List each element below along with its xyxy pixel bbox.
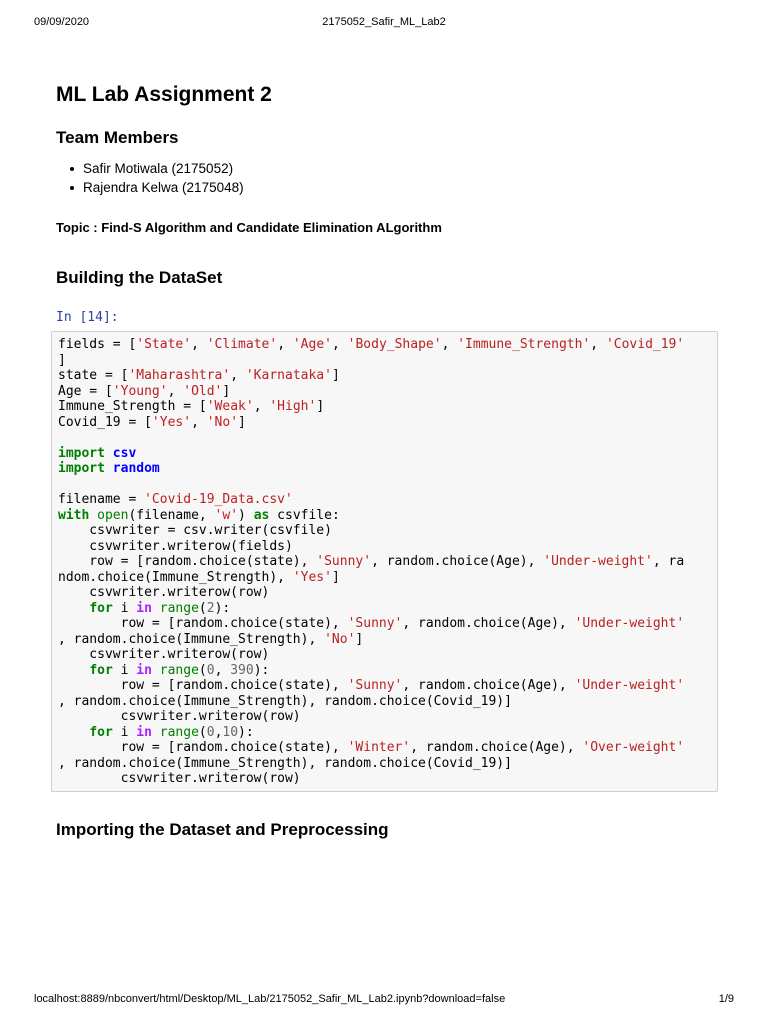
- code-token: row = [random.choice(state),: [58, 740, 348, 755]
- code-token: ]: [238, 414, 246, 430]
- code-token: ):: [238, 724, 254, 740]
- code-token: Age = [: [58, 383, 113, 399]
- code-line: [58, 632, 363, 647]
- code-token: 'Sunny': [316, 554, 372, 569]
- code-line: [58, 508, 340, 523]
- code-token: 'Sunny': [347, 616, 403, 631]
- code-token: ]: [355, 631, 364, 647]
- team-members-heading: Team Members: [56, 128, 179, 147]
- team-member-item: Rajendra Kelwa (2175048): [56, 178, 244, 197]
- code-token: csvwriter.writerow(fields): [58, 538, 293, 554]
- code-token: , random.choice(Age),: [402, 616, 575, 631]
- code-line: [58, 539, 293, 554]
- code-token: i: [112, 662, 137, 678]
- code-token: 'Maharashtra': [128, 368, 231, 383]
- code-token: ]: [316, 399, 325, 414]
- code-token: [152, 663, 160, 678]
- code-token: 'Body_Shape': [347, 337, 442, 352]
- code-token: 'Old': [183, 383, 223, 399]
- code-line: [58, 725, 254, 740]
- code-line: [58, 384, 230, 399]
- page-header-title: 2175052_Safir_ML_Lab2: [322, 16, 446, 28]
- code-token: as: [253, 507, 270, 523]
- code-token: csvwriter.writerow(row): [58, 709, 301, 724]
- code-token: import: [58, 445, 105, 461]
- code-line: [58, 399, 324, 414]
- code-token: ,: [167, 383, 184, 399]
- code-token: import: [58, 461, 105, 476]
- code-token: 0: [206, 662, 215, 678]
- code-token: 'Covid_19': [605, 337, 685, 352]
- section-heading-importing-dataset: Importing the Dataset and Preprocessing: [56, 820, 389, 839]
- team-member-item: Safir Motiwala (2175052): [56, 159, 244, 178]
- code-token: 'Young': [112, 383, 168, 399]
- code-token: ,: [441, 337, 458, 352]
- code-token: 'Over-weight': [582, 740, 685, 755]
- code-token: ]: [58, 352, 66, 368]
- code-token: , random.choice(Age),: [402, 678, 575, 693]
- code-token: ]: [222, 383, 231, 399]
- code-line: [58, 616, 684, 631]
- code-token: row = [random.choice(state),: [58, 554, 317, 569]
- code-line: [58, 601, 230, 616]
- code-input[interactable]: [58, 337, 684, 787]
- code-token: , random.choice(Immune_Strength), random.choice(Covid_19)]: [58, 693, 512, 709]
- code-token: ,: [331, 337, 348, 352]
- code-token: 10: [222, 724, 239, 740]
- code-token: row = [random.choice(state),: [58, 616, 348, 631]
- code-token: row = [random.choice(state),: [58, 678, 348, 693]
- code-token: ): [238, 507, 254, 523]
- code-line: [58, 523, 332, 538]
- code-token: 'State': [136, 337, 192, 352]
- code-token: range: [159, 724, 199, 740]
- code-token: i: [112, 724, 137, 740]
- code-token: , ra: [652, 554, 685, 569]
- code-token: i: [112, 600, 137, 616]
- page-footer-url: localhost:8889/nbconvert/html/Desktop/ML_Lab/2175052_Safir_ML_Lab2.ipynb?download=false: [34, 993, 506, 1005]
- code-token: random: [112, 461, 160, 476]
- code-line: [58, 492, 293, 507]
- code-token: 'Karnataka': [245, 368, 332, 383]
- code-token: Covid_19 = [: [58, 414, 152, 430]
- code-token: ,: [253, 399, 270, 414]
- code-token: 'High': [269, 399, 317, 414]
- code-token: [105, 461, 113, 476]
- code-token: 'Immune_Strength': [457, 337, 591, 352]
- code-line: [58, 415, 246, 430]
- code-token: csvwriter.writerow(row): [58, 585, 270, 600]
- code-token: csvfile:: [269, 507, 340, 523]
- code-token: , random.choice(Age),: [371, 554, 544, 569]
- code-line: [58, 461, 160, 476]
- code-token: , random.choice(Age),: [410, 740, 583, 755]
- code-token: open: [97, 507, 129, 523]
- code-token: (: [198, 662, 207, 678]
- document-title: ML Lab Assignment 2: [56, 83, 272, 106]
- code-token: for: [89, 662, 113, 678]
- code-line: [58, 740, 684, 755]
- code-cell[interactable]: [51, 331, 718, 792]
- code-token: [89, 508, 97, 523]
- code-line: [58, 368, 340, 383]
- code-token: 'w': [214, 507, 239, 523]
- code-token: 'Under-weight': [543, 554, 653, 569]
- code-line: [58, 678, 684, 693]
- code-line: [58, 554, 684, 569]
- code-token: Immune_Strength = [: [58, 399, 207, 414]
- code-token: for: [89, 724, 113, 740]
- code-token: 390: [230, 662, 254, 678]
- code-token: in: [136, 662, 152, 678]
- code-token: [152, 725, 160, 740]
- code-line: [58, 585, 269, 600]
- code-token: 'No': [324, 631, 356, 647]
- code-token: [58, 663, 89, 678]
- code-token: 'No': [206, 414, 239, 430]
- code-token: 'Sunny': [347, 678, 403, 693]
- code-line: [58, 353, 66, 368]
- topic-line: Topic : Find-S Algorithm and Candidate Elimination ALgorithm: [56, 220, 442, 235]
- code-token: for: [89, 600, 113, 616]
- code-token: csvwriter.writerow(row): [58, 771, 301, 786]
- code-token: ,: [214, 662, 231, 678]
- code-token: [105, 446, 113, 461]
- code-token: 2: [206, 600, 215, 616]
- code-line: [58, 756, 512, 771]
- code-line: [58, 647, 269, 662]
- code-token: ,: [590, 337, 606, 352]
- code-line: [58, 663, 269, 678]
- code-token: 'Weak': [206, 399, 254, 414]
- cell-input-prompt: In [14]:: [56, 310, 119, 325]
- code-token: ,: [214, 724, 223, 740]
- code-token: 'Under-weight': [574, 678, 685, 693]
- code-token: ]: [331, 368, 340, 383]
- code-token: , random.choice(Immune_Strength),: [58, 631, 325, 647]
- code-token: csvwriter.writerow(row): [58, 647, 270, 662]
- code-token: 'Climate': [206, 337, 278, 352]
- code-token: csv: [112, 445, 137, 461]
- section-heading-building-dataset: Building the DataSet: [56, 268, 223, 287]
- code-token: (: [198, 600, 207, 616]
- code-token: [152, 601, 160, 616]
- code-token: range: [159, 662, 199, 678]
- code-line: [58, 694, 512, 709]
- code-token: in: [136, 724, 152, 740]
- code-token: filename =: [58, 492, 145, 507]
- code-token: ,: [191, 414, 207, 430]
- code-token: [58, 601, 89, 616]
- code-token: 0: [206, 724, 215, 740]
- code-token: ):: [214, 600, 231, 616]
- code-token: range: [159, 600, 199, 616]
- page-footer-page-number: 1/9: [718, 993, 734, 1005]
- code-token: , random.choice(Immune_Strength), random.choice(Covid_19)]: [58, 755, 512, 771]
- code-token: (filename,: [128, 507, 215, 523]
- code-token: ,: [230, 368, 246, 383]
- code-token: with: [58, 507, 90, 523]
- code-token: (: [198, 724, 207, 740]
- code-line: [58, 709, 301, 724]
- code-token: fields = [: [58, 337, 137, 352]
- code-token: 'Age': [292, 337, 332, 352]
- code-token: [58, 725, 89, 740]
- code-line: [58, 570, 340, 585]
- code-token: 'Yes': [292, 569, 332, 585]
- code-token: in: [136, 600, 152, 616]
- code-token: 'Covid-19_Data.csv': [144, 492, 293, 507]
- code-token: ):: [253, 662, 270, 678]
- page-header-date: 09/09/2020: [34, 16, 90, 28]
- code-token: ,: [277, 337, 293, 352]
- code-token: ndom.choice(Immune_Strength),: [58, 569, 293, 585]
- code-line: [58, 771, 301, 786]
- code-token: ,: [191, 337, 207, 352]
- code-line: [58, 337, 684, 352]
- team-members-list: [56, 159, 244, 197]
- code-token: csvwriter = csv.writer(csvfile): [58, 523, 332, 538]
- code-token: 'Under-weight': [574, 616, 685, 631]
- code-token: 'Yes': [151, 414, 192, 430]
- code-token: ]: [331, 569, 340, 585]
- code-token: state = [: [58, 368, 129, 383]
- code-token: 'Winter': [347, 740, 411, 755]
- code-line: [58, 446, 136, 461]
